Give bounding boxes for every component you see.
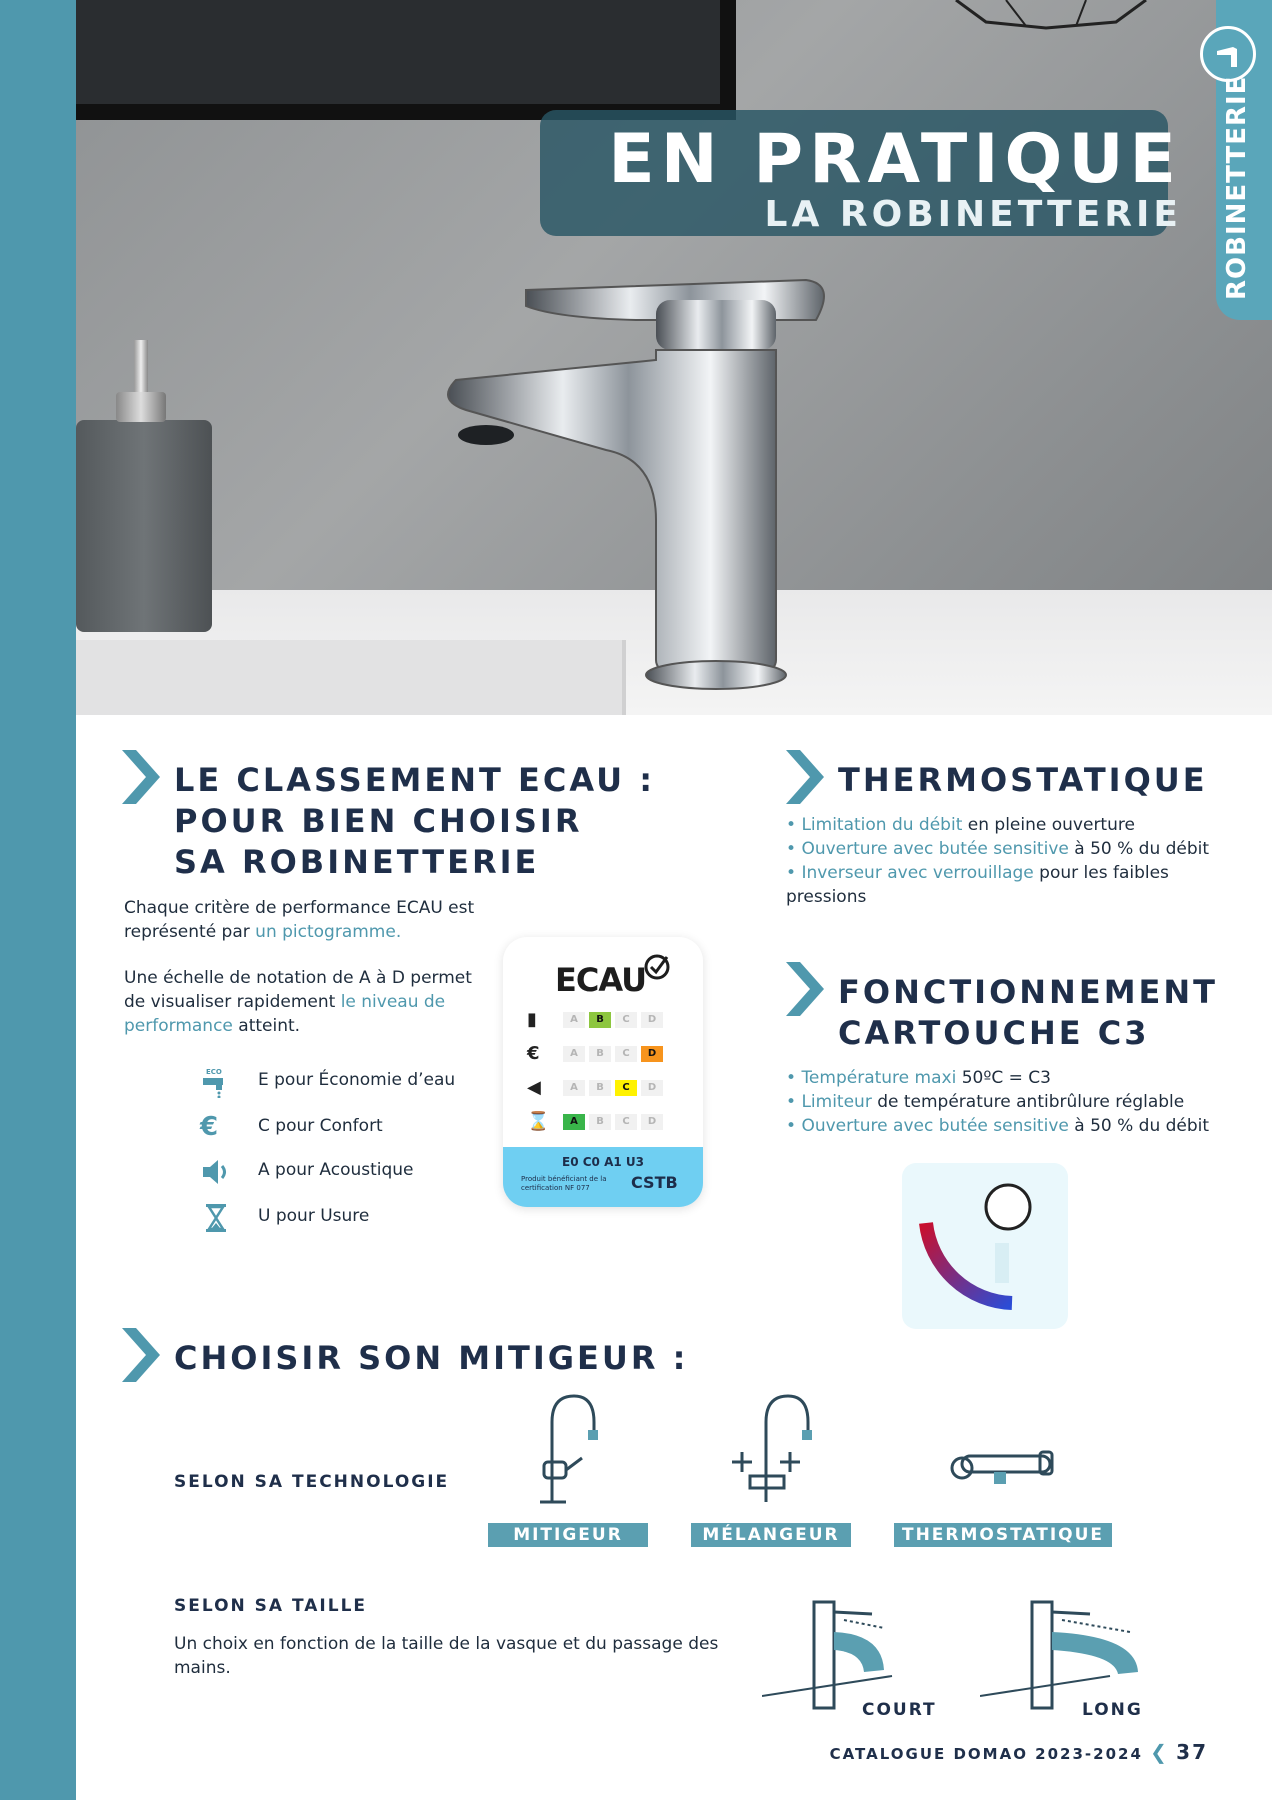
criterion-acoustic-label: A pour Acoustique (258, 1160, 414, 1180)
para1-text-a: Chaque critère de performance ECAU est (124, 898, 475, 918)
ecau-grade: D (641, 1114, 663, 1130)
ecau-grade: A (563, 1114, 585, 1130)
criterion-acoustic (200, 1154, 500, 1190)
cartouche-heading-line-2: CARTOUCHE C3 (838, 1014, 1150, 1052)
thermo-heading: THERMOSTATIQUE (838, 761, 1208, 799)
ecau-rating-row (527, 1043, 687, 1065)
temperature-arc-icon (902, 1163, 1068, 1329)
criterion-comfort (200, 1110, 500, 1146)
cartouche-item-accent: Température maxi (801, 1068, 957, 1088)
checkmark-circle-icon (643, 953, 671, 981)
cartouche-item: • Ouverture avec butée sensitive à 50 % du débit (786, 1116, 1210, 1136)
faucet-icon (1203, 29, 1253, 79)
hero-photo (76, 0, 1272, 715)
ecau-heading-line-2: POUR BIEN CHOISIR (174, 802, 583, 840)
ecau-note: Produit bénéficiant de la certification NF 077 (521, 1175, 607, 1192)
criterion-water-label: E pour Économie d’eau (258, 1070, 456, 1090)
cartouche-item-accent: Ouverture avec butée sensitive (801, 1116, 1069, 1136)
size-description: Un choix en fonction de la taille de la vasque et du passage des mains. (174, 1634, 719, 1678)
chevron-right-icon (786, 750, 824, 804)
ecau-heading-line-1: LE CLASSEMENT ECAU : (174, 761, 656, 799)
mitigeur-faucet-icon (530, 1392, 600, 1506)
type-label-melangeur: MÉLANGEUR (691, 1523, 851, 1547)
para2-text-b: de visualiser rapidement (124, 992, 341, 1012)
ecau-grade: A (563, 1046, 585, 1062)
hourglass-icon: ⌛ (527, 1111, 550, 1132)
mitigeur-heading: CHOISIR SON MITIGEUR : (174, 1339, 689, 1377)
thermo-item: • Limitation du débit en pleine ouverture (786, 815, 1135, 835)
cartouche-item: • Température maxi 50ºC = C3 (786, 1068, 1051, 1088)
para2-accent-1: le niveau de (340, 992, 446, 1012)
criterion-water (200, 1064, 500, 1100)
thermo-item-accent: Inverseur avec verrouillage (801, 863, 1034, 883)
type-label-mitigeur: MITIGEUR (488, 1523, 648, 1547)
cartouche-item: • Limiteur de température antibrûlure réglable (786, 1092, 1185, 1112)
ecau-paragraph-2 (124, 966, 484, 1038)
criterion-wear (200, 1200, 500, 1236)
side-tab-faucet-badge (1200, 26, 1256, 82)
left-color-band (0, 0, 76, 1800)
footer (830, 1740, 1208, 1764)
cstb-logo: CSTB (631, 1173, 678, 1192)
speaker-icon (200, 1156, 232, 1188)
hero-subtitle: LA ROBINETTERIE (764, 194, 1182, 235)
ecau-paragraph-1 (124, 896, 484, 944)
soap-dispenser (76, 420, 212, 632)
chevron-right-icon (122, 750, 160, 804)
ecau-grade: D (641, 1080, 663, 1096)
soap-pump (134, 340, 148, 400)
thermostatique-faucet-icon (948, 1444, 1058, 1490)
size-label-court: COURT (862, 1700, 937, 1720)
ecau-grade: C (615, 1114, 637, 1130)
cartouche-list (786, 1066, 1236, 1138)
ecau-grade: C (615, 1046, 637, 1062)
ecau-grade: C (615, 1012, 637, 1028)
thermo-item-accent: Limitation du débit (801, 815, 963, 835)
size-subheading: SELON SA TAILLE (174, 1596, 368, 1616)
ecau-grade: B (589, 1012, 611, 1028)
ecau-grade: C (615, 1080, 637, 1096)
melangeur-faucet-icon (722, 1392, 822, 1506)
para2-text-end: atteint. (232, 1016, 301, 1036)
thermo-item-text: pour les faibles pressions (786, 863, 1169, 907)
cartouche-diagram (902, 1163, 1068, 1329)
svg-text:ECO: ECO (206, 1068, 222, 1076)
tech-subheading: SELON SA TECHNOLOGIE (174, 1472, 450, 1492)
ecau-grade: A (563, 1080, 585, 1096)
ecau-heading-line-3: SA ROBINETTERIE (174, 843, 540, 881)
ecau-grade: D (641, 1046, 663, 1062)
chrome-faucet-image (406, 260, 886, 700)
chevron-right-icon (786, 962, 824, 1016)
thermo-item: • Ouverture avec butée sensitive à 50 % du débit (786, 839, 1210, 859)
criterion-comfort-label: C pour Confort (258, 1116, 383, 1136)
water-tap-icon: ▮ (527, 1009, 537, 1030)
ecau-logo: ECAU (555, 961, 647, 999)
hourglass-icon (200, 1202, 232, 1234)
water-tap-icon (200, 1066, 232, 1098)
thermo-list (786, 813, 1236, 909)
page-number: 37 (1176, 1740, 1208, 1764)
thermo-item-text: à 50 % du débit (1068, 839, 1210, 859)
ecau-label-card (503, 937, 703, 1207)
ecau-rating-row (527, 1009, 687, 1031)
para2-text-a: Une échelle de notation de A à D permet (124, 968, 472, 988)
euro-icon: € (527, 1043, 540, 1064)
side-tab-label: ROBINETTERIE (1222, 75, 1252, 300)
chevron-left-icon: ❮ (1150, 1740, 1169, 1764)
cartouche-heading-line-1: FONCTIONNEMENT (838, 973, 1218, 1011)
chevron-right-icon (122, 1328, 160, 1382)
ecau-rating-row (527, 1077, 687, 1099)
size-label-long: LONG (1082, 1700, 1143, 1720)
ecau-grade: B (589, 1046, 611, 1062)
euro-icon: € (200, 1112, 219, 1142)
catalogue-label: CATALOGUE DOMAO 2023-2024 (829, 1745, 1143, 1763)
para2-accent-2: performance (124, 1016, 233, 1036)
mirror-frame (76, 0, 736, 120)
ecau-grade: B (589, 1114, 611, 1130)
speaker-icon: ◀ (527, 1077, 541, 1098)
cartouche-item-accent: Limiteur (801, 1092, 872, 1112)
para1-accent: un pictogramme. (255, 922, 402, 942)
ecau-rating-row (527, 1111, 687, 1133)
ecau-grade: B (589, 1080, 611, 1096)
ecau-code: E0 C0 A1 U3 (562, 1155, 644, 1169)
criterion-wear-label: U pour Usure (258, 1206, 370, 1226)
ecau-grade: D (641, 1012, 663, 1028)
type-label-thermostatique: THERMOSTATIQUE (894, 1523, 1112, 1547)
soap-pump-collar (116, 392, 166, 422)
cartouche-item-text: à 50 % du débit (1068, 1116, 1210, 1136)
para1-text-b: représenté par (124, 922, 256, 942)
thermo-item-accent: Ouverture avec butée sensitive (801, 839, 1069, 859)
cartouche-item-text: de température antibrûlure réglable (871, 1092, 1185, 1112)
thermo-item-text: en pleine ouverture (962, 815, 1135, 835)
thermo-item: • Inverseur avec verrouillage pour les faibles pressions (786, 863, 1169, 907)
cartouche-item-text: 50ºC = C3 (956, 1068, 1051, 1088)
hero-title: EN PRATIQUE (608, 120, 1182, 199)
ecau-grade: A (563, 1012, 585, 1028)
